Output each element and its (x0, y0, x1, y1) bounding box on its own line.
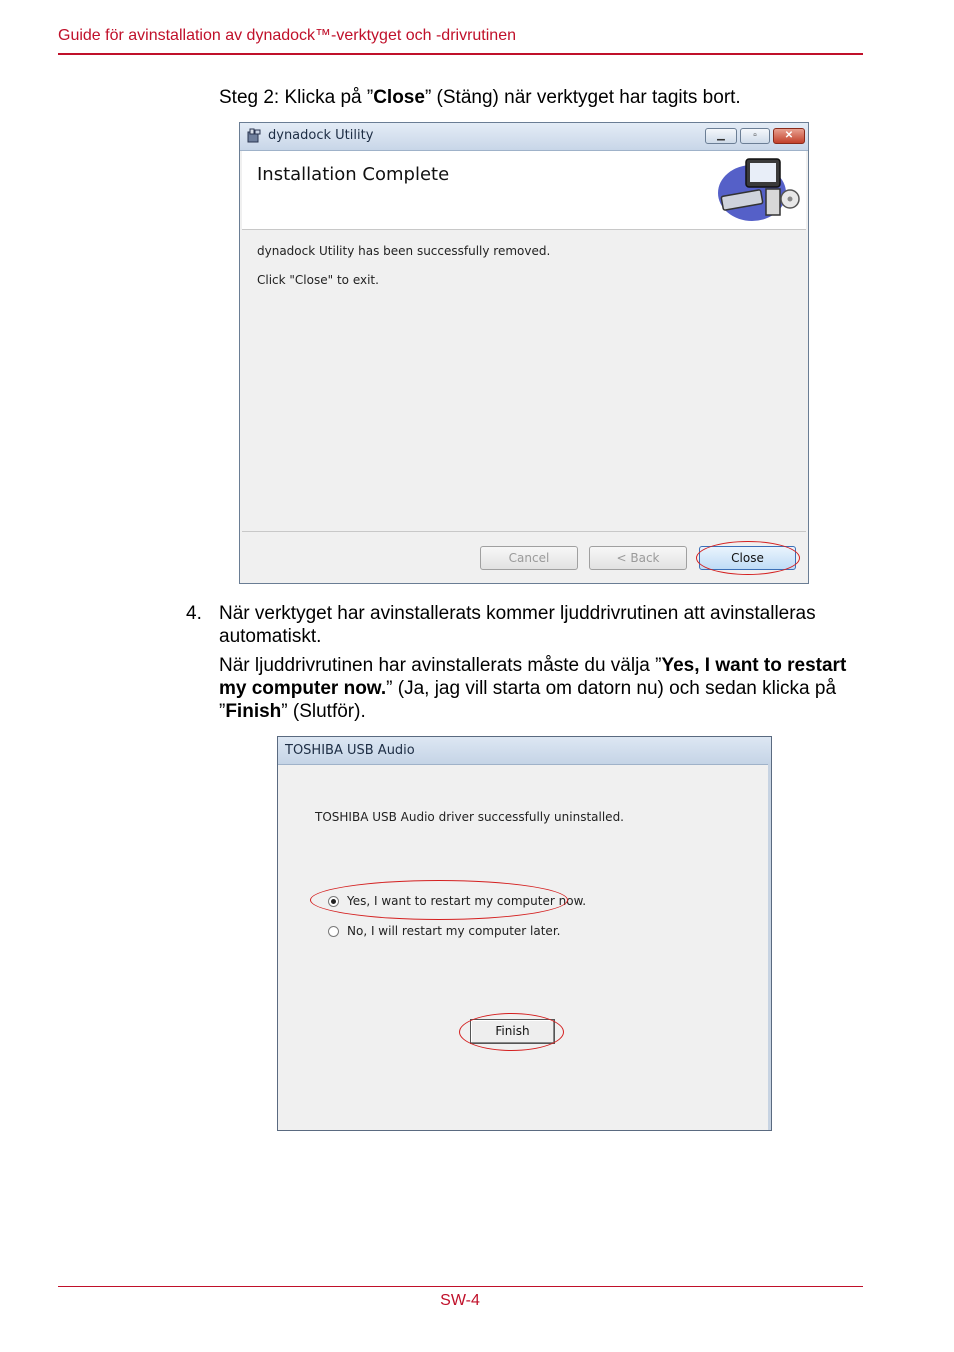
dynadock-utility-window (239, 122, 809, 584)
para2-suffix: ” (Slutför). (281, 701, 366, 722)
running-header: Guide för avinstallation av dynadock™-verktyget och -drivrutinen (58, 27, 516, 44)
installer-app-icon (246, 128, 262, 144)
wizard-banner (242, 151, 806, 230)
maximize-button[interactable] (740, 128, 770, 144)
para2-prefix: När ljuddrivrutinen har avinstallerats måste du välja ” (219, 655, 662, 676)
window-title: dynadock Utility (268, 128, 374, 143)
close-button[interactable]: Close (699, 546, 796, 570)
toshiba-usb-audio-window (277, 736, 772, 1131)
step2-instruction (219, 86, 859, 109)
window-titlebar[interactable] (278, 737, 771, 765)
exit-instruction: Click "Close" to exit. (257, 273, 379, 287)
cancel-button[interactable]: Cancel (480, 546, 578, 570)
uninstall-message: TOSHIBA USB Audio driver successfully uninstalled. (315, 810, 624, 824)
step2-prefix: Steg 2: Klicka på ” (219, 87, 374, 108)
minimize-icon: ▁ (717, 130, 725, 141)
para2-middle: ” (Ja, jag vill starta om datorn nu) och sedan klicka på ” (219, 678, 837, 722)
window-titlebar[interactable] (240, 123, 808, 151)
page-number: SW-4 (440, 1292, 480, 1309)
step2-suffix: ” (Stäng) när verktyget har tagits bort. (424, 87, 741, 108)
header-rule (58, 53, 863, 55)
window-edge (768, 764, 771, 1130)
radio-restart-later[interactable] (328, 924, 561, 940)
banner-title: Installation Complete (257, 164, 450, 185)
minimize-button[interactable] (705, 128, 737, 144)
close-icon: ✕ (784, 130, 794, 141)
radio-button-checked[interactable] (328, 896, 339, 907)
item4-paragraph-1: När verktyget har avinstallerats kommer ljuddrivrutinen att avinstalleras automatiskt. (219, 603, 816, 647)
para2-bold-yes: Yes, I want to restart my computer now. (219, 655, 847, 699)
footer-divider (242, 531, 806, 532)
window-close-button[interactable] (773, 128, 805, 144)
radio-label: No, I will restart my computer later. (347, 924, 561, 938)
radio-restart-now[interactable] (328, 894, 587, 910)
window-title: TOSHIBA USB Audio (285, 743, 415, 758)
removal-message: dynadock Utility has been successfully removed. (257, 244, 551, 258)
finish-button[interactable]: Finish (470, 1019, 555, 1044)
footer-rule (58, 1286, 863, 1287)
para2-bold-finish: Finish (225, 701, 282, 722)
item4-paragraph-2 (219, 654, 869, 723)
maximize-icon: ▫ (753, 130, 757, 141)
radio-button[interactable] (328, 926, 339, 937)
step2-bold: Close (373, 87, 425, 108)
back-button[interactable]: < Back (589, 546, 687, 570)
item-number: 4. (186, 603, 202, 624)
computer-setup-icon (712, 153, 804, 225)
radio-label: Yes, I want to restart my computer now. (347, 894, 587, 908)
